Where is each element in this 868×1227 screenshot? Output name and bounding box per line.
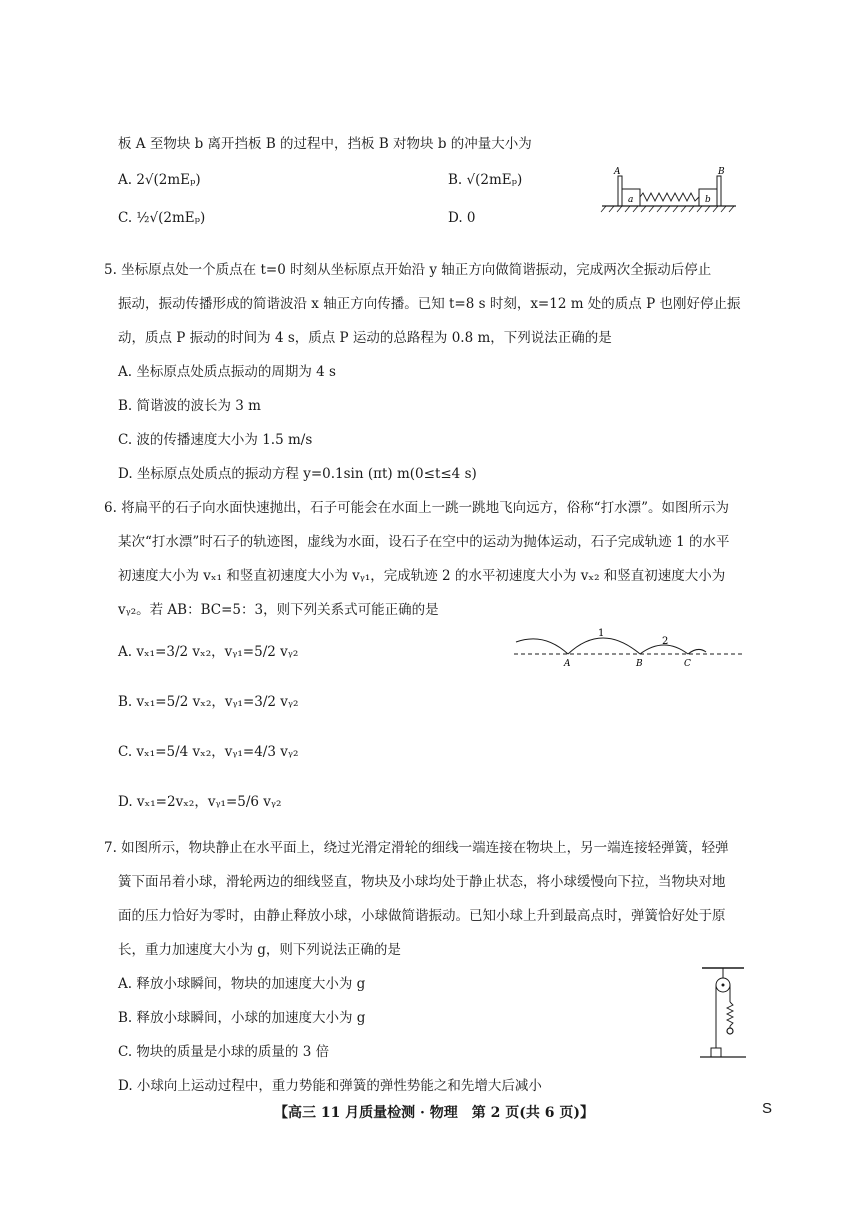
point-A-label: A (564, 659, 571, 669)
q4-option-c: C. ½√(2mEₚ) (118, 210, 206, 226)
q4-option-d: D. 0 (448, 210, 476, 226)
page-footer: 【高三 11 月质量检测 · 物理 第 2 页(共 6 页)】 (273, 1105, 595, 1121)
track-1-label: 1 (598, 628, 605, 639)
q7-option-d: D. 小球向上运动过程中，重力势能和弹簧的弹性势能之和先增大后减小 (118, 1078, 542, 1094)
q5-stem-line-3: 动，质点 P 振动的时间为 4 s，质点 P 运动的总路程为 0.8 m，下列说法正确的是 (118, 330, 612, 346)
q4-figure-spring-blocks (598, 162, 740, 216)
q6-figure-skipping-stone (512, 624, 748, 670)
q7-stem-line-2: 簧下面吊着小球，滑轮两边的细线竖直，物块及小球均处于静止状态，将小球缓慢向下拉，当物块对地 (118, 874, 726, 890)
q5-option-b: B. 简谐波的波长为 3 m (118, 398, 261, 414)
q5-stem-line-2: 振动，振动传播形成的简谐波沿 x 轴正方向传播。已知 t=8 s 时刻，x=12 m 处的质点 P 也刚好停止振 (118, 296, 741, 312)
q4-stem: 板 A 至物块 b 离开挡板 B 的过程中，挡板 B 对物块 b 的冲量大小为 (118, 136, 532, 152)
q7-stem-line-1: 7. 如图所示，物块静止在水平面上，绕过光滑定滑轮的细线一端连接在物块上，另一端连接轻弹簧，轻弹 (104, 840, 729, 856)
point-B-label: B (636, 659, 643, 669)
q7-stem-line-4: 长，重力加速度大小为 g，则下列说法正确的是 (118, 942, 401, 958)
q4-option-b: B. √(2mEₚ) (448, 172, 523, 188)
q6-option-b: B. vₓ₁=5/2 vₓ₂，vᵧ₁=3/2 vᵧ₂ (118, 694, 299, 710)
q7-stem-line-3: 面的压力恰好为零时，由静止释放小球，小球做简谐振动。已知小球上升到最高点时，弹簧恰好处于原 (118, 908, 726, 924)
q6-option-d: D. vₓ₁=2vₓ₂，vᵧ₁=5/6 vᵧ₂ (118, 794, 282, 810)
q6-stem-line-2: 某次“打水漂”时石子的轨迹图，虚线为水面，设石子在空中的运动为抛体运动，石子完成轨迹 1 的水平 (118, 534, 730, 550)
label-b: b (705, 195, 711, 205)
q5-option-a: A. 坐标原点处质点振动的周期为 4 s (118, 364, 336, 380)
q7-option-a: A. 释放小球瞬间，物块的加速度大小为 g (118, 976, 366, 992)
label-A: A (614, 167, 621, 177)
q6-stem-line-1: 6. 将扁平的石子向水面快速抛出，石子可能会在水面上一跳一跳地飞向远方，俗称“打水漂”。如图所示为 (104, 500, 729, 516)
q6-stem-line-4: vᵧ₂。若 AB：BC=5：3，则下列关系式可能正确的是 (118, 602, 439, 618)
label-B: B (718, 167, 725, 177)
q6-option-a: A. vₓ₁=3/2 vₓ₂，vᵧ₁=5/2 vᵧ₂ (118, 644, 299, 660)
label-a: a (628, 195, 634, 205)
track-2-label: 2 (662, 636, 669, 647)
q7-figure-pulley-spring (698, 964, 748, 1064)
corner-mark: S (762, 1100, 773, 1117)
q4-option-a: A. 2√(2mEₚ) (118, 172, 201, 188)
q7-option-c: C. 物块的质量是小球的质量的 3 倍 (118, 1044, 330, 1060)
q5-option-d: D. 坐标原点处质点的振动方程 y=0.1sin (πt) m(0≤t≤4 s) (118, 466, 477, 482)
point-C-label: C (684, 659, 691, 669)
q7-option-b: B. 释放小球瞬间，小球的加速度大小为 g (118, 1010, 366, 1026)
q6-stem-line-3: 初速度大小为 vₓ₁ 和竖直初速度大小为 vᵧ₁，完成轨迹 2 的水平初速度大小为 vₓ₂ 和竖直初速度大小为 (118, 568, 726, 584)
q5-stem-line-1: 5. 坐标原点处一个质点在 t=0 时刻从坐标原点开始沿 y 轴正方向做简谐振动，完成两次全振动后停止 (104, 262, 712, 278)
q5-option-c: C. 波的传播速度大小为 1.5 m/s (118, 432, 313, 448)
q6-option-c: C. vₓ₁=5/4 vₓ₂，vᵧ₁=4/3 vᵧ₂ (118, 744, 299, 760)
